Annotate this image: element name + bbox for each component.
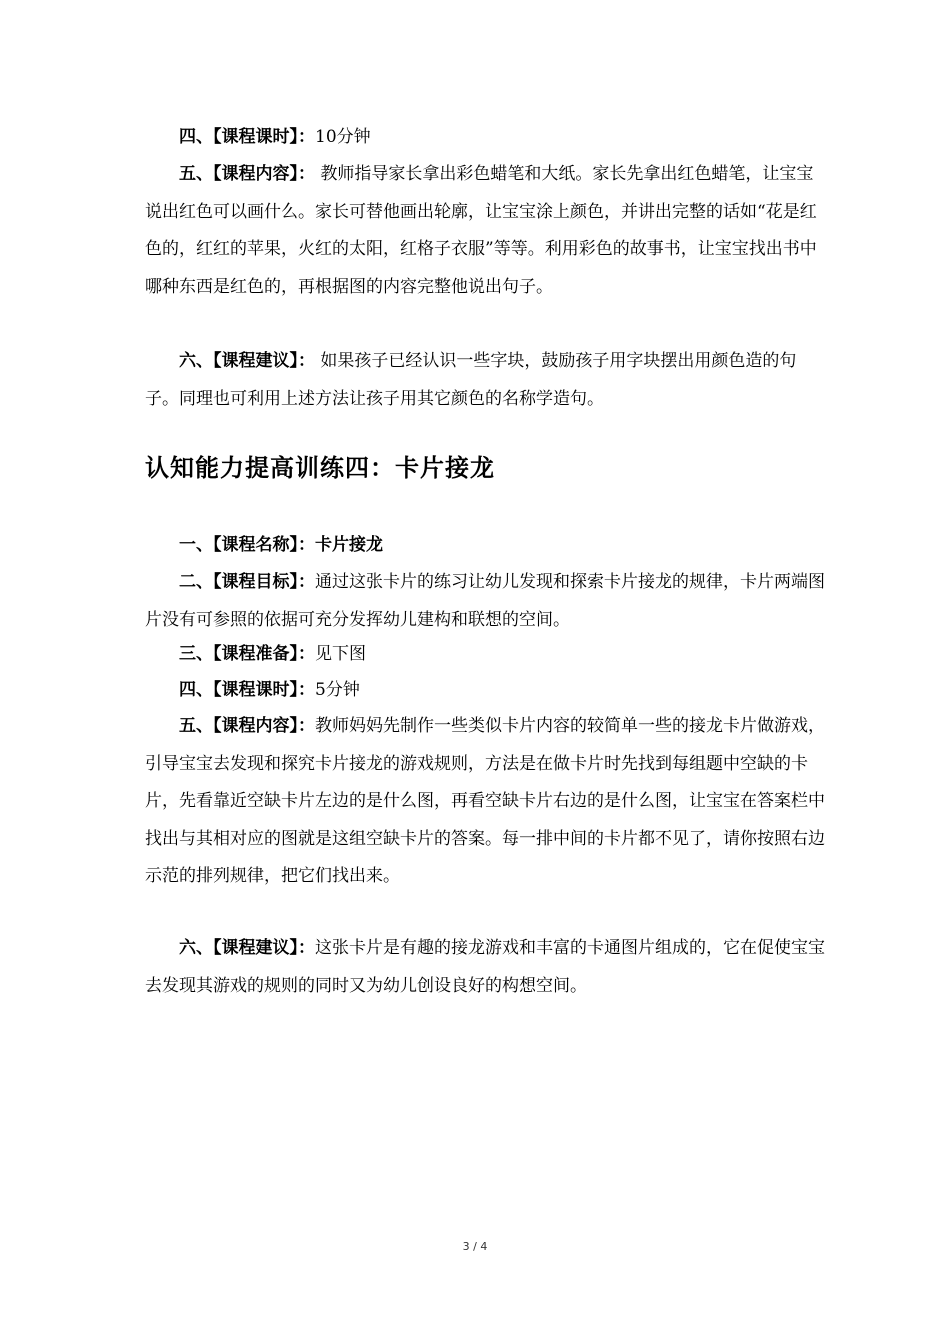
paragraph-course-content — [145, 156, 825, 306]
paragraph-course-duration — [145, 119, 825, 157]
label-course-name: 一、【课程名称】： — [179, 535, 315, 555]
paragraph-course-name — [145, 527, 825, 565]
text-course-suggestion: 如果孩子已经认识一些字块，鼓励孩子用字块摆出用颜色造的句子。同理也可利用上述方法让孩子用其它颜色的名称学造句。 — [145, 351, 797, 409]
paragraph-course-duration-2 — [145, 672, 825, 710]
paragraph-course-content-2 — [145, 708, 825, 896]
label-course-suggestion: 六、【课程建议】： — [179, 351, 315, 371]
section-heading: 认知能力提高训练四：卡片接龙 — [145, 454, 495, 482]
page-number: 3 / 4 — [462, 1240, 488, 1253]
text-course-suggestion-2: 这张卡片是有趣的接龙游戏和丰富的卡通图片组成的，它在促使宝宝去发现其游戏的规则的同时又为幼儿创设良好的构想空间。 — [145, 938, 825, 996]
paragraph-course-suggestion — [145, 343, 825, 418]
label-course-content-2: 五、【课程内容】： — [179, 716, 315, 736]
label-course-preparation: 三、【课程准备】： — [179, 644, 315, 664]
label-course-suggestion-2: 六、【课程建议】： — [179, 938, 315, 958]
text-course-duration: 10分钟 — [315, 127, 371, 147]
text-course-content-2: 教师妈妈先制作一些类似卡片内容的较简单一些的接龙卡片做游戏，引导宝宝去发现和探究卡片接龙的游戏规则，方法是在做卡片时先找到每组题中空缺的卡片，先看靠近空缺卡片左边的是什么图，再看空缺卡片右边的是什么图，让宝宝在答案栏中找出与其相对应的图就是这组空缺卡片的答案。每一排中间的卡片都不见了，请你按照右边示范的排列规律，把它们找出来。 — [145, 716, 825, 886]
label-course-duration-2: 四、【课程课时】： — [179, 680, 315, 700]
paragraph-course-preparation — [145, 636, 825, 674]
text-course-goal: 通过这张卡片的练习让幼儿发现和探索卡片接龙的规律，卡片两端图片没有可参照的依据可充分发挥幼儿建构和联想的空间。 — [145, 572, 825, 630]
label-course-duration: 四、【课程课时】： — [179, 127, 315, 147]
label-course-content: 五、【课程内容】： — [179, 164, 315, 184]
text-course-content: 教师指导家长拿出彩色蜡笔和大纸。家长先拿出红色蜡笔，让宝宝说出红色可以画什么。家长可替他画出轮廓，让宝宝涂上颜色，并讲出完整的话如“花是红色的，红红的苹果，火红的太阳，红格子衣服”等等。利用彩色的故事书，让宝宝找出书中哪种东西是红色的，再根据图的内容完整他说出句子。 — [145, 164, 817, 297]
label-course-goal: 二、【课程目标】： — [179, 572, 315, 592]
paragraph-course-goal — [145, 564, 825, 639]
text-course-name: 卡片接龙 — [315, 535, 383, 555]
paragraph-course-suggestion-2 — [145, 930, 825, 1005]
text-course-duration-2: 5分钟 — [315, 680, 360, 700]
text-course-preparation: 见下图 — [315, 644, 366, 664]
